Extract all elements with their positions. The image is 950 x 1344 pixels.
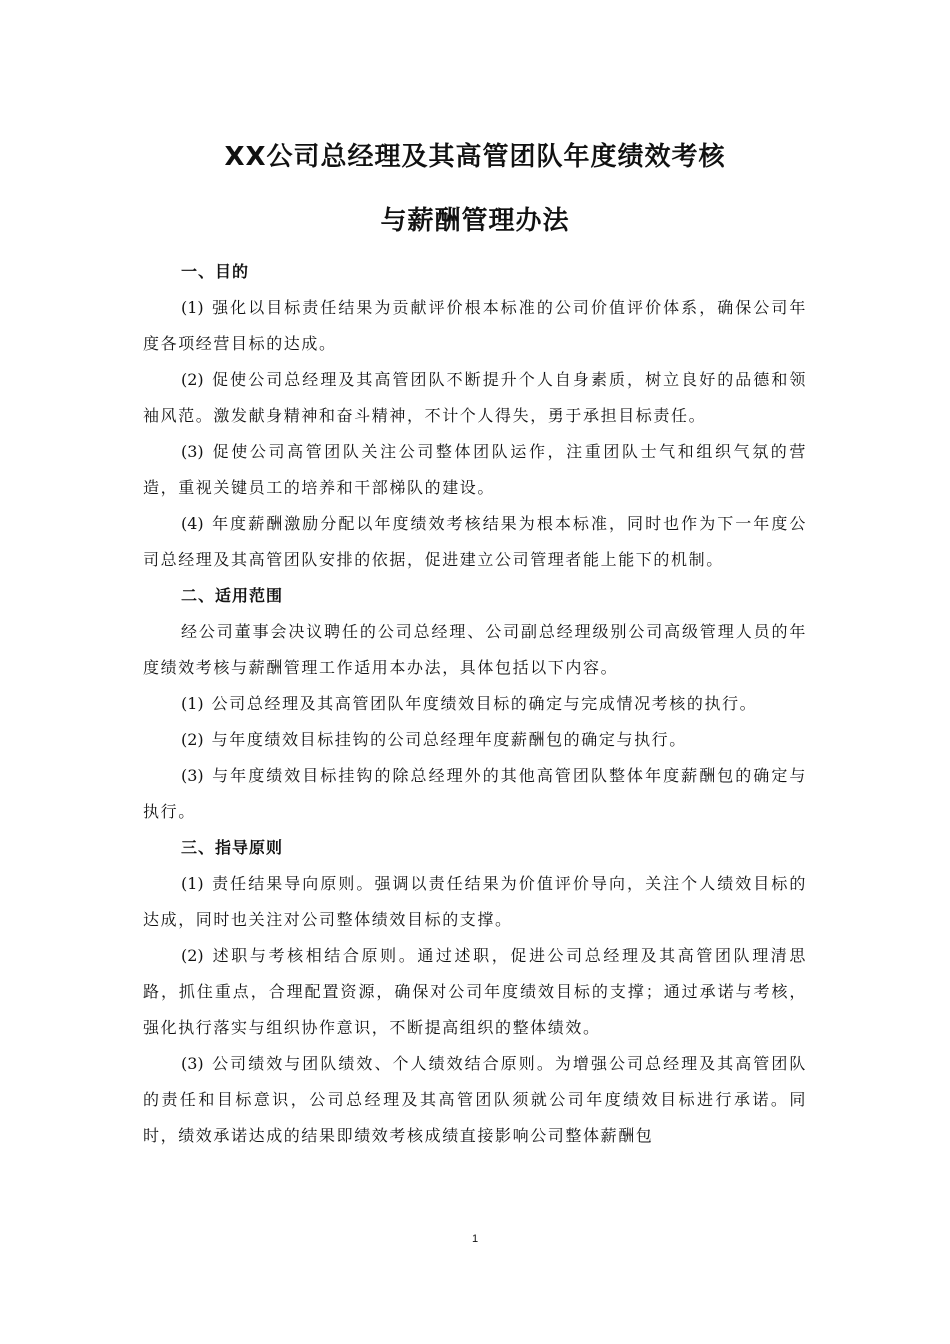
item-number: (2): [181, 946, 204, 965]
item-number: (3): [181, 1054, 204, 1073]
item-number: (2): [181, 730, 204, 749]
paragraph: [143, 722, 807, 758]
paragraph-text: 经公司董事会决议聘任的公司总经理、公司副总经理级别公司高级管理人员的年度绩效考核与薪酬管理工作适用本办法，具体包括以下内容。: [143, 622, 807, 677]
paragraph-text: 与年度绩效目标挂钩的公司总经理年度薪酬包的确定与执行。: [211, 730, 687, 749]
document-title-line-2: 与薪酬管理办法: [380, 206, 570, 236]
paragraph: [143, 434, 807, 506]
paragraph: [143, 866, 807, 938]
paragraph: [143, 362, 807, 434]
paragraph-text: 年度薪酬激励分配以年度绩效考核结果为根本标准，同时也作为下一年度公司总经理及其高管团队安排的依据，促进建立公司管理者能上能下的机制。: [143, 514, 807, 569]
paragraph-text: 促使公司高管团队关注公司整体团队运作，注重团队士气和组织气氛的营造，重视关键员工的培养和干部梯队的建设。: [143, 442, 807, 497]
paragraph: [143, 1046, 807, 1154]
item-number: (1): [181, 298, 204, 317]
paragraph: [143, 686, 807, 722]
paragraph-text: 公司绩效与团队绩效、个人绩效结合原则。为增强公司总经理及其高管团队的责任和目标意识，公司总经理及其高管团队须就公司年度绩效目标进行承诺。同时，绩效承诺达成的结果即绩效考核成绩直接影响公司整体薪酬包: [143, 1054, 807, 1145]
item-number: (4): [181, 514, 204, 533]
item-number: (3): [181, 442, 204, 461]
paragraph: [143, 506, 807, 578]
section-heading-principles: 三、指导原则: [181, 838, 284, 857]
document-body: [143, 254, 807, 1154]
item-number: (1): [181, 694, 204, 713]
paragraph-text: 强化以目标责任结果为贡献评价根本标准的公司价值评价体系，确保公司年度各项经营目标的达成。: [143, 298, 807, 353]
paragraph: [143, 614, 807, 686]
item-number: (3): [181, 766, 204, 785]
paragraph-text: 促使公司总经理及其高管团队不断提升个人自身素质，树立良好的品德和领袖风范。激发献身精神和奋斗精神，不计个人得失，勇于承担目标责任。: [143, 370, 807, 425]
paragraph-text: 公司总经理及其高管团队年度绩效目标的确定与完成情况考核的执行。: [211, 694, 758, 713]
paragraph: [143, 938, 807, 1046]
paragraph-text: 述职与考核相结合原则。通过述职，促进公司总经理及其高管团队理清思路，抓住重点，合理配置资源，确保对公司年度绩效目标的支撑；通过承诺与考核，强化执行落实与组织协作意识，不断提高组织的整体绩效。: [143, 946, 807, 1037]
item-number: (2): [181, 370, 204, 389]
paragraph: [143, 758, 807, 830]
section-heading-scope: 二、适用范围: [181, 586, 284, 605]
paragraph: [143, 290, 807, 362]
paragraph-text: 责任结果导向原则。强调以责任结果为价值评价导向，关注个人绩效目标的达成，同时也关注对公司整体绩效目标的支撑。: [143, 874, 807, 929]
page-number: 1: [471, 1233, 479, 1245]
document-title-line-1: XX公司总经理及其高管团队年度绩效考核: [224, 142, 726, 172]
item-number: (1): [181, 874, 204, 893]
section-heading-purpose: 一、目的: [181, 262, 250, 281]
paragraph-text: 与年度绩效目标挂钩的除总经理外的其他高管团队整体年度薪酬包的确定与执行。: [143, 766, 807, 821]
